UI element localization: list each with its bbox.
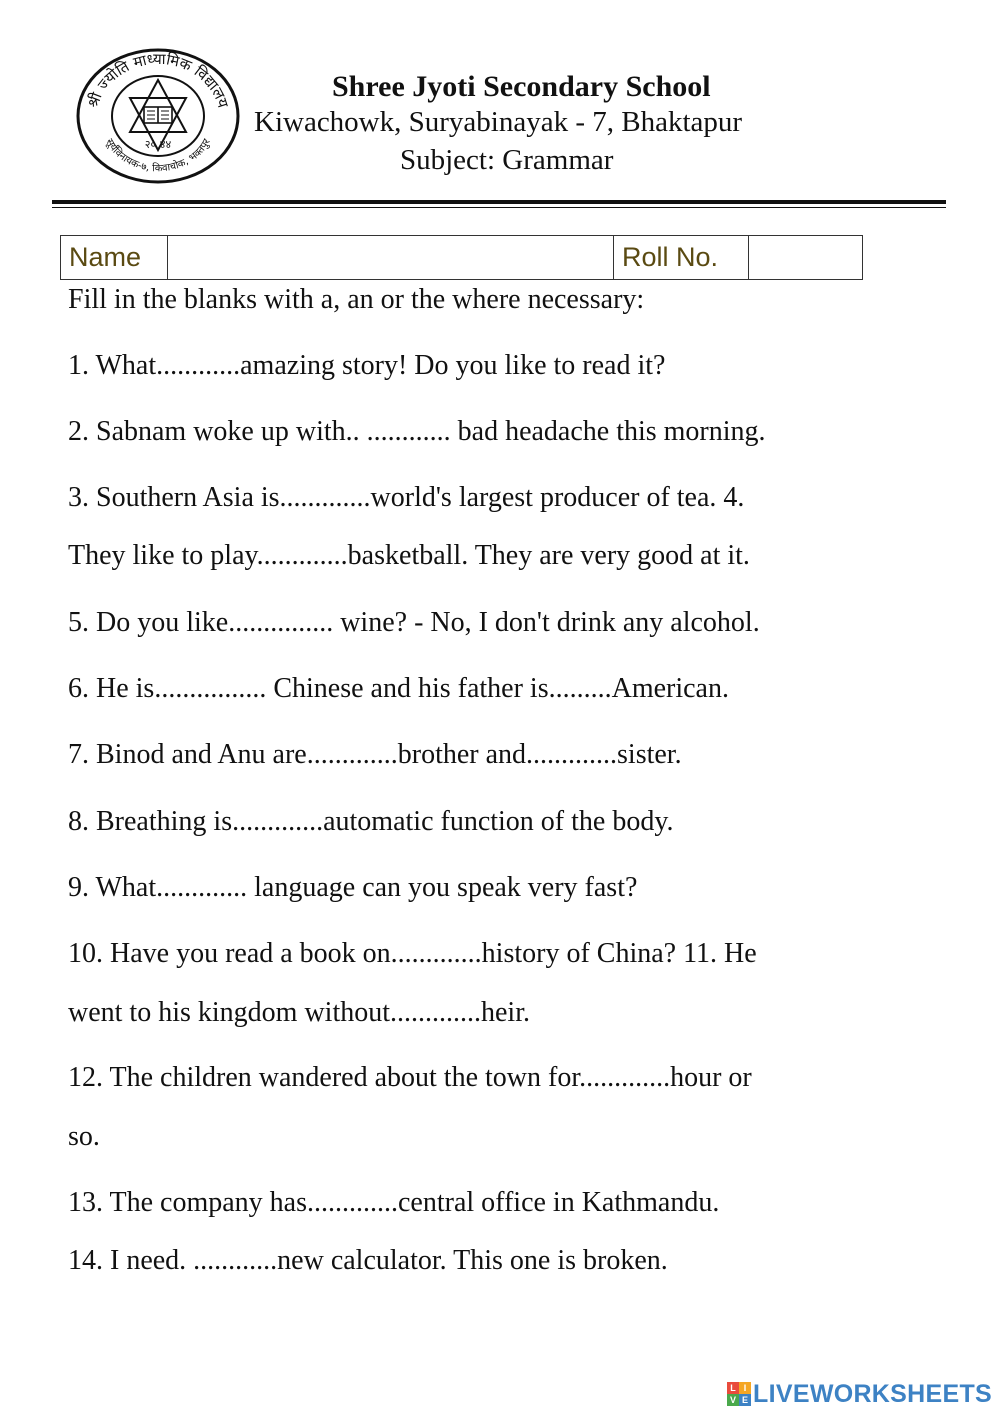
question-line: 12. The children wandered about the town for.............hour or xyxy=(68,1062,752,1093)
question-line: 8. Breathing is.............automatic function of the body. xyxy=(68,806,674,837)
question-line: They like to play.............basketball. They are very good at it. xyxy=(68,540,750,571)
name-label: Name xyxy=(61,236,168,280)
name-field[interactable] xyxy=(168,236,614,280)
roll-no-field[interactable] xyxy=(749,236,863,280)
subject-title: Subject: Grammar xyxy=(400,144,614,176)
student-info-table xyxy=(60,235,863,280)
school-name: Shree Jyoti Secondary School xyxy=(332,70,711,103)
instructions: Fill in the blanks with a, an or the where necessary: xyxy=(68,284,645,315)
header-divider xyxy=(52,200,946,204)
logo-letter: L xyxy=(727,1382,739,1394)
question-line: 13. The company has.............central office in Kathmandu. xyxy=(68,1187,720,1218)
logo-letter: E xyxy=(739,1394,751,1406)
school-address: Kiwachowk, Suryabinayak - 7, Bhaktapur xyxy=(254,106,743,138)
seal-year: २० ४४ xyxy=(144,138,172,151)
liveworksheets-brand xyxy=(727,1379,992,1409)
question-line: 1. What............amazing story! Do you like to read it? xyxy=(68,350,666,381)
question-line: 9. What............. language can you speak very fast? xyxy=(68,872,638,903)
question-line: 2. Sabnam woke up with.. ............ bad headache this morning. xyxy=(68,416,766,447)
question-line: so. xyxy=(68,1121,100,1152)
roll-no-label: Roll No. xyxy=(614,236,749,280)
header-divider-thin xyxy=(52,207,946,208)
question-line: 14. I need. ............new calculator. This one is broken. xyxy=(68,1245,668,1276)
question-line: went to his kingdom without.............heir. xyxy=(68,997,530,1028)
question-line: 10. Have you read a book on.............history of China? 11. He xyxy=(68,938,757,969)
liveworksheets-wordmark: LIVEWORKSHEETS xyxy=(753,1379,992,1408)
logo-letter: V xyxy=(727,1394,739,1406)
question-line: 7. Binod and Anu are.............brother and.............sister. xyxy=(68,739,682,770)
question-line: 6. He is................ Chinese and his father is.........American. xyxy=(68,673,729,704)
seal-top-text: श्री ज्योति माध्यामिक विद्यालय xyxy=(83,49,233,111)
question-line: 5. Do you like............... wine? - No, I don't drink any alcohol. xyxy=(68,607,760,638)
liveworksheets-logo-icon xyxy=(727,1382,751,1406)
school-seal-logo xyxy=(68,44,248,184)
question-line: 3. Southern Asia is.............world's largest producer of tea. 4. xyxy=(68,482,745,513)
seal-bottom-text: सूर्यविनायक-७, किवाचोक, भक्तपुर xyxy=(103,137,213,175)
logo-letter: I xyxy=(739,1382,751,1394)
